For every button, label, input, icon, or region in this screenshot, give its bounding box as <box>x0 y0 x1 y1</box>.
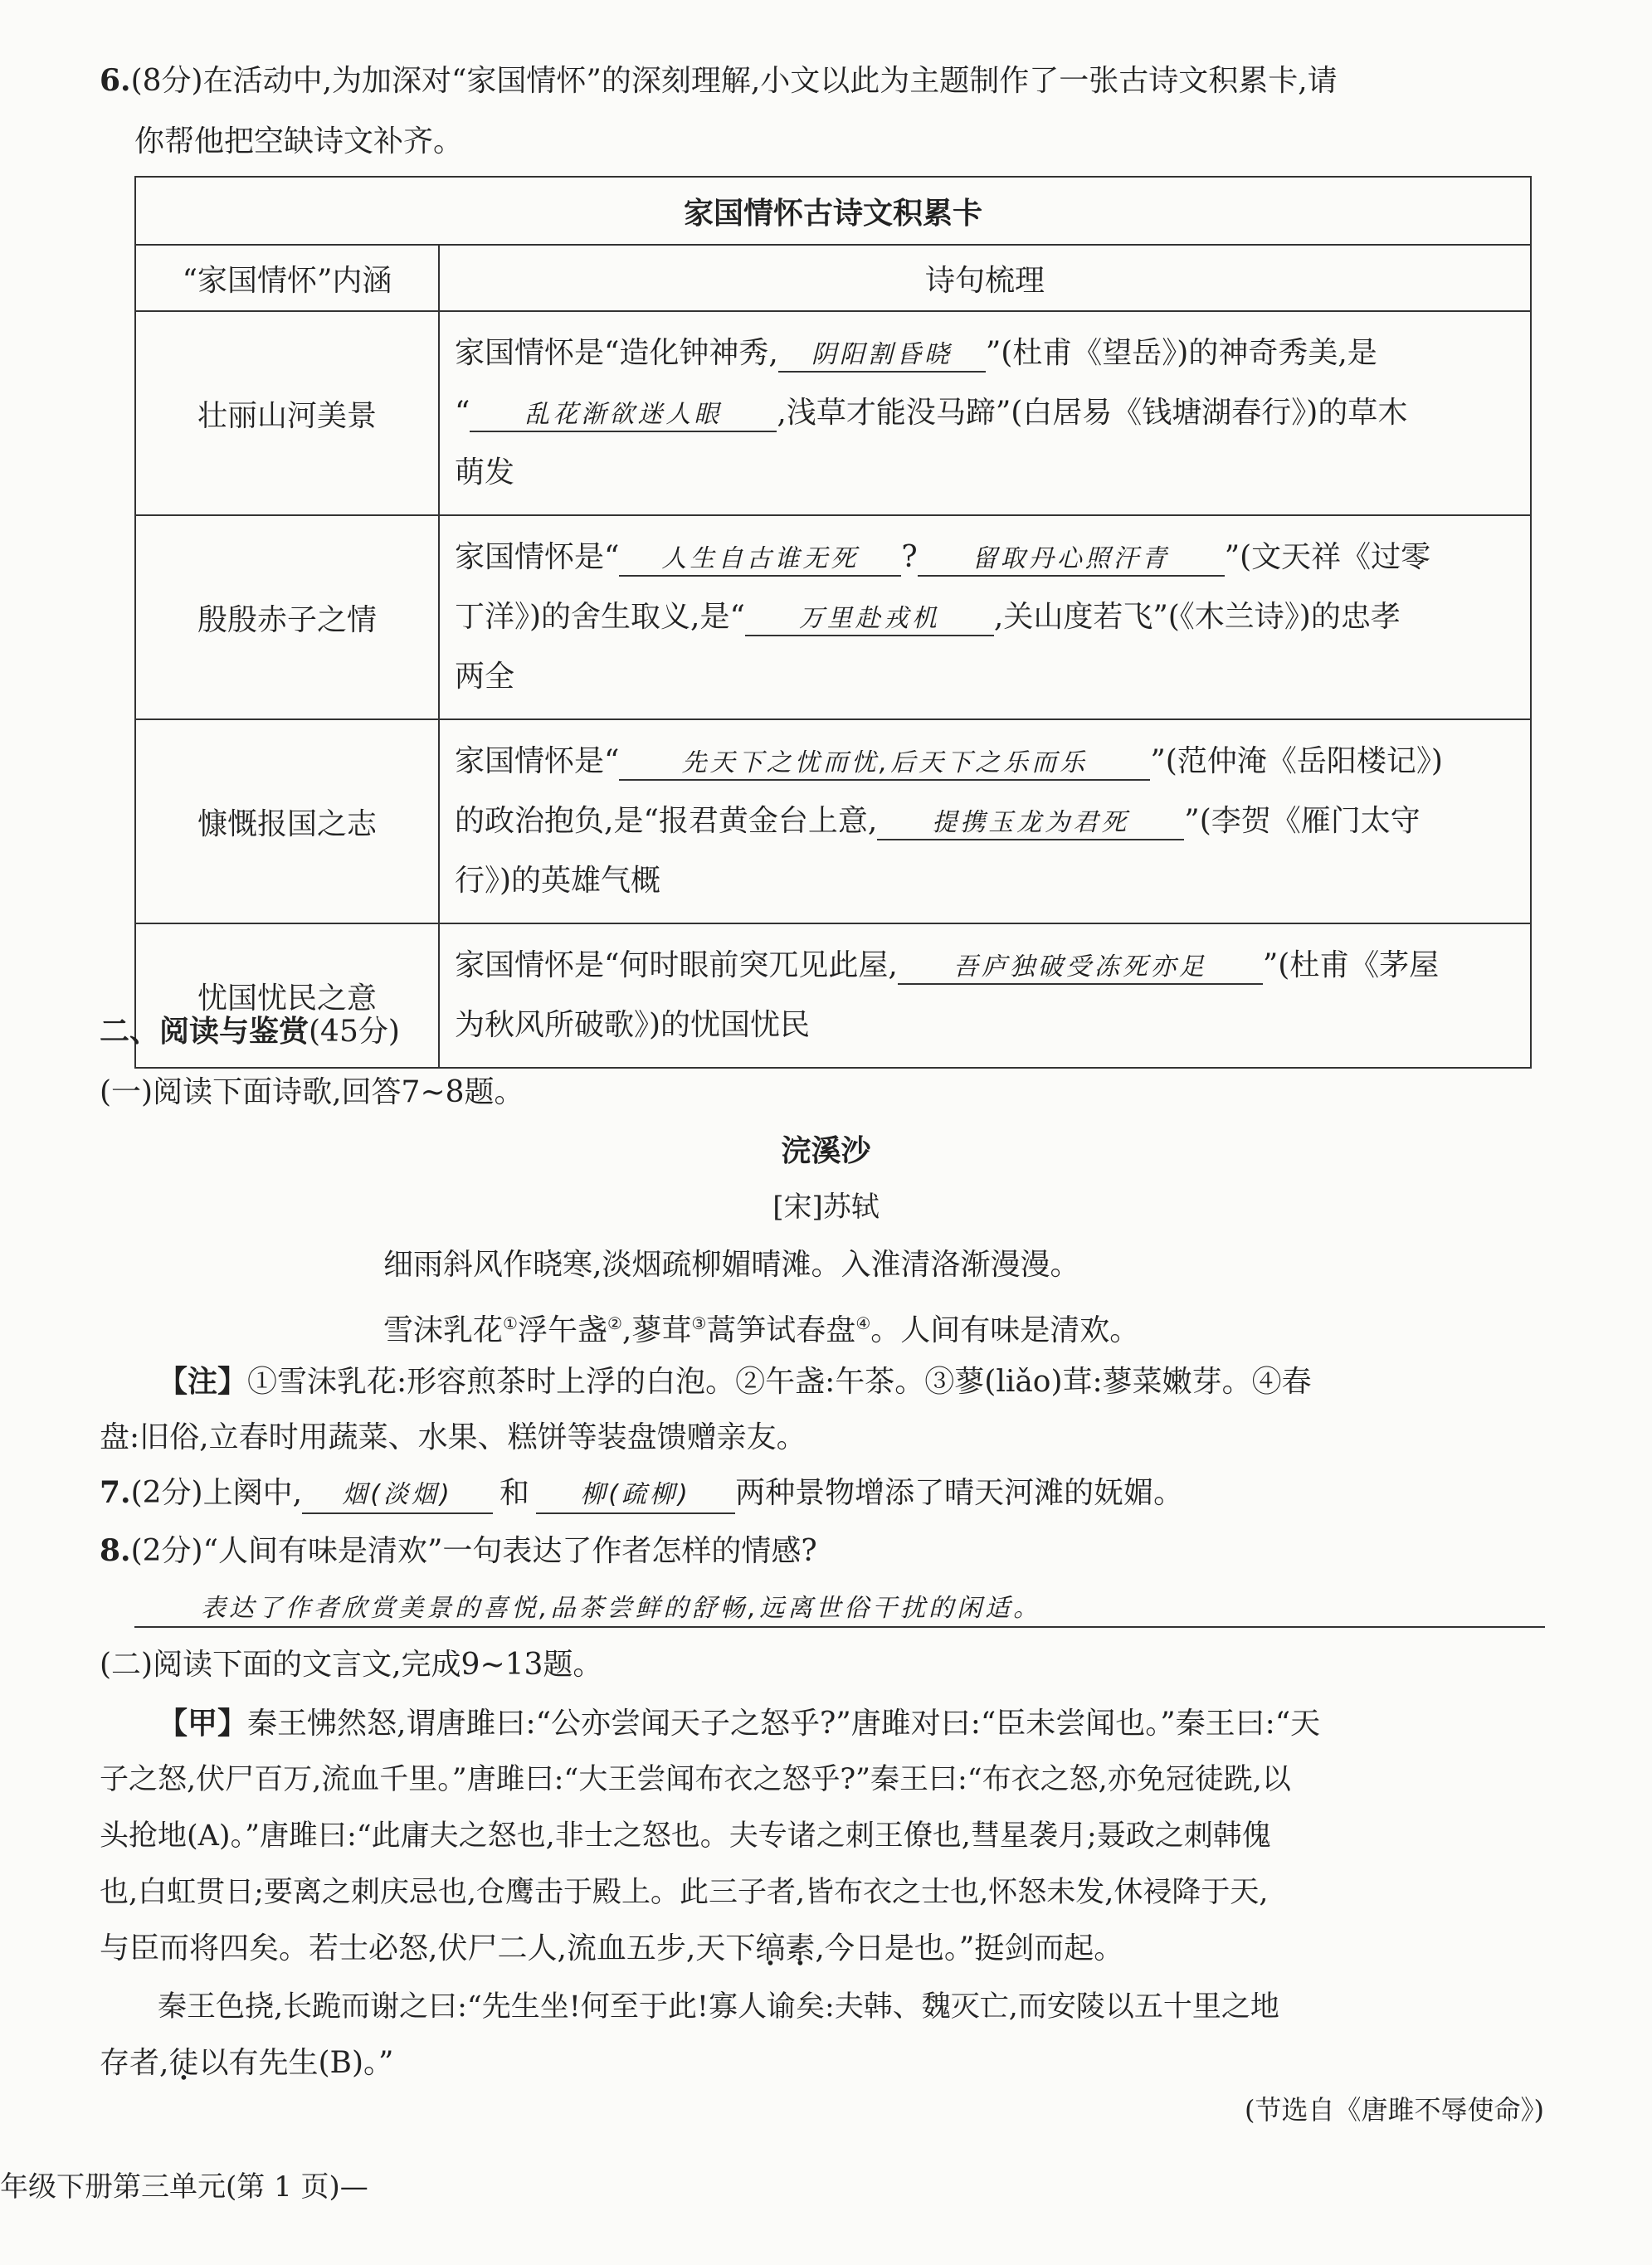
part1-heading: (一)阅读下面诗歌,回答7~8题。 <box>100 1075 524 1109</box>
q8 <box>100 1530 817 1572</box>
handwritten-answer: 乱花渐欲迷人眼 <box>470 399 777 432</box>
verse-text: ,浅草才能没马蹄”(白居易《钱塘湖春行》)的草木 <box>777 396 1408 430</box>
poem-note-line1 <box>158 1361 1312 1403</box>
poem-line1: 细雨斜风作晓寒,淡烟疏柳媚晴滩。入淮清洛渐漫漫。 <box>383 1248 1080 1282</box>
handwritten-answer: 先天下之忧而忧,后天下之乐而乐 <box>619 748 1150 781</box>
card-aspect: 殷殷赤子之情 <box>135 515 439 719</box>
verse-text: 家国情怀是“何时眼前突兀见此屋, <box>455 948 898 982</box>
q7-text: 和 <box>499 1476 530 1510</box>
verse-text: 家国情怀是“ <box>455 744 620 778</box>
emphasized-char: 徒 <box>168 2046 199 2080</box>
verse-text: 两全 <box>455 660 515 694</box>
handwritten-answer: 万里赴戎机 <box>745 603 994 636</box>
q7 <box>100 1472 1183 1514</box>
handwritten-answer: 人生自古谁无死 <box>619 543 901 577</box>
section2-score: (45分) <box>309 1015 400 1049</box>
poem-line2 <box>383 1303 1139 1352</box>
card-verse-cell <box>439 515 1531 719</box>
q7-text: 两种景物增添了晴天河滩的妩媚。 <box>735 1476 1184 1510</box>
verse-text: ”(杜甫《望岳》)的神奇秀美,是 <box>985 336 1377 370</box>
note-label: 【注】 <box>158 1364 248 1399</box>
q7-text: (2分)上阕中, <box>130 1476 303 1510</box>
handwritten-answer: 柳(疏柳) <box>536 1478 735 1514</box>
card-aspect: 忧国忧民之意 <box>135 923 439 1068</box>
verse-text: ”(文天祥《过零 <box>1224 540 1431 574</box>
handwritten-answer: 阴阳割昏晓 <box>778 339 986 373</box>
poem-text: 蒿笋试春盘 <box>706 1313 856 1347</box>
passage-line: 也,白虹贯日;要离之刺庆忌也,仓鹰击于殿上。此三子者,皆布衣之士也,怀怒未发,休祲降于天, <box>100 1876 1269 1909</box>
verse-text: 的政治抱负,是“报君黄金台上意, <box>455 804 878 838</box>
section2-heading-line <box>100 1011 400 1053</box>
handwritten-answer: 烟(淡烟) <box>302 1478 493 1514</box>
card-col2-header: 诗句梳理 <box>439 245 1531 311</box>
card-title: 家国情怀古诗文积累卡 <box>135 177 1531 245</box>
q6-text-line2: 你帮他把空缺诗文补齐。 <box>134 124 464 158</box>
handwritten-answer: 表达了作者欣赏美景的喜悦,品茶尝鲜的舒畅,远离世俗干扰的闲适。 <box>134 1591 1545 1628</box>
q7-number: 7. <box>100 1475 131 1510</box>
poem-note-line2: 盘:旧俗,立春时用蔬菜、水果、糕饼等装盘馈赠亲友。 <box>100 1420 807 1454</box>
card-aspect: 慷慨报国之志 <box>135 719 439 923</box>
q6-number: 6. <box>100 63 131 98</box>
verse-text: 家国情怀是“造化钟神秀, <box>455 336 778 370</box>
card-verse-cell <box>439 923 1531 1068</box>
passage-text: 秦王怫然怒,谓唐雎曰:“公亦尝闻天子之怒乎?”唐雎对曰:“臣未尝闻也。”秦王曰:“天 <box>247 1707 1321 1741</box>
passage-line <box>100 1928 1123 1970</box>
passage-label: 【甲】 <box>158 1706 248 1741</box>
card-verse-cell <box>439 311 1531 515</box>
emphasized-char: 缟 <box>755 1931 786 1965</box>
verse-text: ”(范仲淹《岳阳楼记》) <box>1150 744 1443 778</box>
note-ref: ③ <box>691 1313 707 1333</box>
verse-text: ,关山度若飞”(《木兰诗》)的忠孝 <box>993 600 1401 634</box>
handwritten-answer: 留取丹心照汗青 <box>918 543 1225 577</box>
q8-text: (2分)“人间有味是清欢”一句表达了作者怎样的情感? <box>130 1534 817 1568</box>
card-row <box>135 311 1531 515</box>
verse-text: ? <box>901 540 918 574</box>
emphasized-char: 素 <box>785 1931 816 1965</box>
accumulation-card <box>134 176 1532 1069</box>
passage-source: (节选自《唐雎不辱使命》) <box>1245 2094 1544 2126</box>
poem-text: 浮午盏 <box>517 1313 607 1347</box>
card-aspect: 壮丽山河美景 <box>135 311 439 515</box>
passage-text: 存者, <box>100 2046 169 2080</box>
verse-text: “ <box>455 396 470 430</box>
verse-text: 为秋风所破歌》)的忧国忧民 <box>455 1008 811 1042</box>
verse-text: 萌发 <box>455 455 515 490</box>
poem-text: 。人间有味是清欢。 <box>870 1313 1140 1347</box>
q6-line1 <box>100 60 1338 102</box>
passage-line: 秦王色挠,长跪而谢之曰:“先生坐!何至于此!寡人谕矣:夫韩、魏灭亡,而安陵以五十里之地 <box>158 1990 1279 2024</box>
passage-text: ,今日是也。”挺剑而起。 <box>815 1931 1124 1965</box>
verse-text: ”(李贺《雁门太守 <box>1184 804 1421 838</box>
card-row <box>135 719 1531 923</box>
q8-answer-line <box>134 1586 1545 1628</box>
card-row <box>135 515 1531 719</box>
handwritten-answer: 提携玉龙为君死 <box>877 807 1184 840</box>
note-ref: ① <box>503 1313 518 1333</box>
verse-text: 家国情怀是“ <box>455 540 620 574</box>
note-text: ①雪沫乳花:形容煎茶时上浮的白泡。②午盏:午茶。③蓼(liǎo)茸:蓼菜嫩芽。④春 <box>247 1365 1312 1399</box>
passage-text: 与臣而将四矣。若士必怒,伏尸二人,流血五步,天下 <box>100 1931 756 1965</box>
poem-text: 雪沫乳花 <box>383 1313 504 1347</box>
verse-text: ”(杜甫《茅屋 <box>1262 948 1440 982</box>
card-col1-header: “家国情怀”内涵 <box>135 245 439 311</box>
passage-line: 子之怒,伏尸百万,流血千里。”唐雎曰:“大王尝闻布衣之怒乎?”秦王曰:“布衣之怒,亦免冠徒跣,以 <box>100 1763 1291 1796</box>
poem-title: 浣溪沙 <box>781 1133 871 1168</box>
passage-line <box>158 1702 1320 1745</box>
passage-text: 以有先生(B)。” <box>198 2046 394 2080</box>
q6-text-line1: (8分)在活动中,为加深对“家国情怀”的深刻理解,小文以此为主题制作了一张古诗文积累卡,请 <box>130 64 1338 98</box>
poem-text: ,蓼茸 <box>621 1313 692 1347</box>
note-ref: ④ <box>855 1313 871 1333</box>
passage-line: 头抢地(A)。”唐雎曰:“此庸夫之怒也,非士之怒也。夫专诸之刺王僚也,彗星袭月;聂政之刺韩傀 <box>100 1819 1271 1853</box>
page-footer: 年级下册第三单元(第 1 页)— <box>0 2170 368 2204</box>
poem-author: [宋]苏轼 <box>772 1191 880 1224</box>
verse-text: 丁洋》)的舍生取义,是“ <box>455 600 745 634</box>
part2-heading: (二)阅读下面的文言文,完成9~13题。 <box>100 1648 603 1682</box>
passage-line <box>100 2043 393 2084</box>
note-ref: ② <box>607 1313 622 1333</box>
card-verse-cell <box>439 719 1531 923</box>
q8-number: 8. <box>100 1533 131 1568</box>
handwritten-answer: 吾庐独破受冻死亦足 <box>898 952 1263 985</box>
verse-text: 行》)的英雄气概 <box>455 864 661 898</box>
section2-heading: 二、阅读与鉴赏 <box>100 1014 309 1049</box>
